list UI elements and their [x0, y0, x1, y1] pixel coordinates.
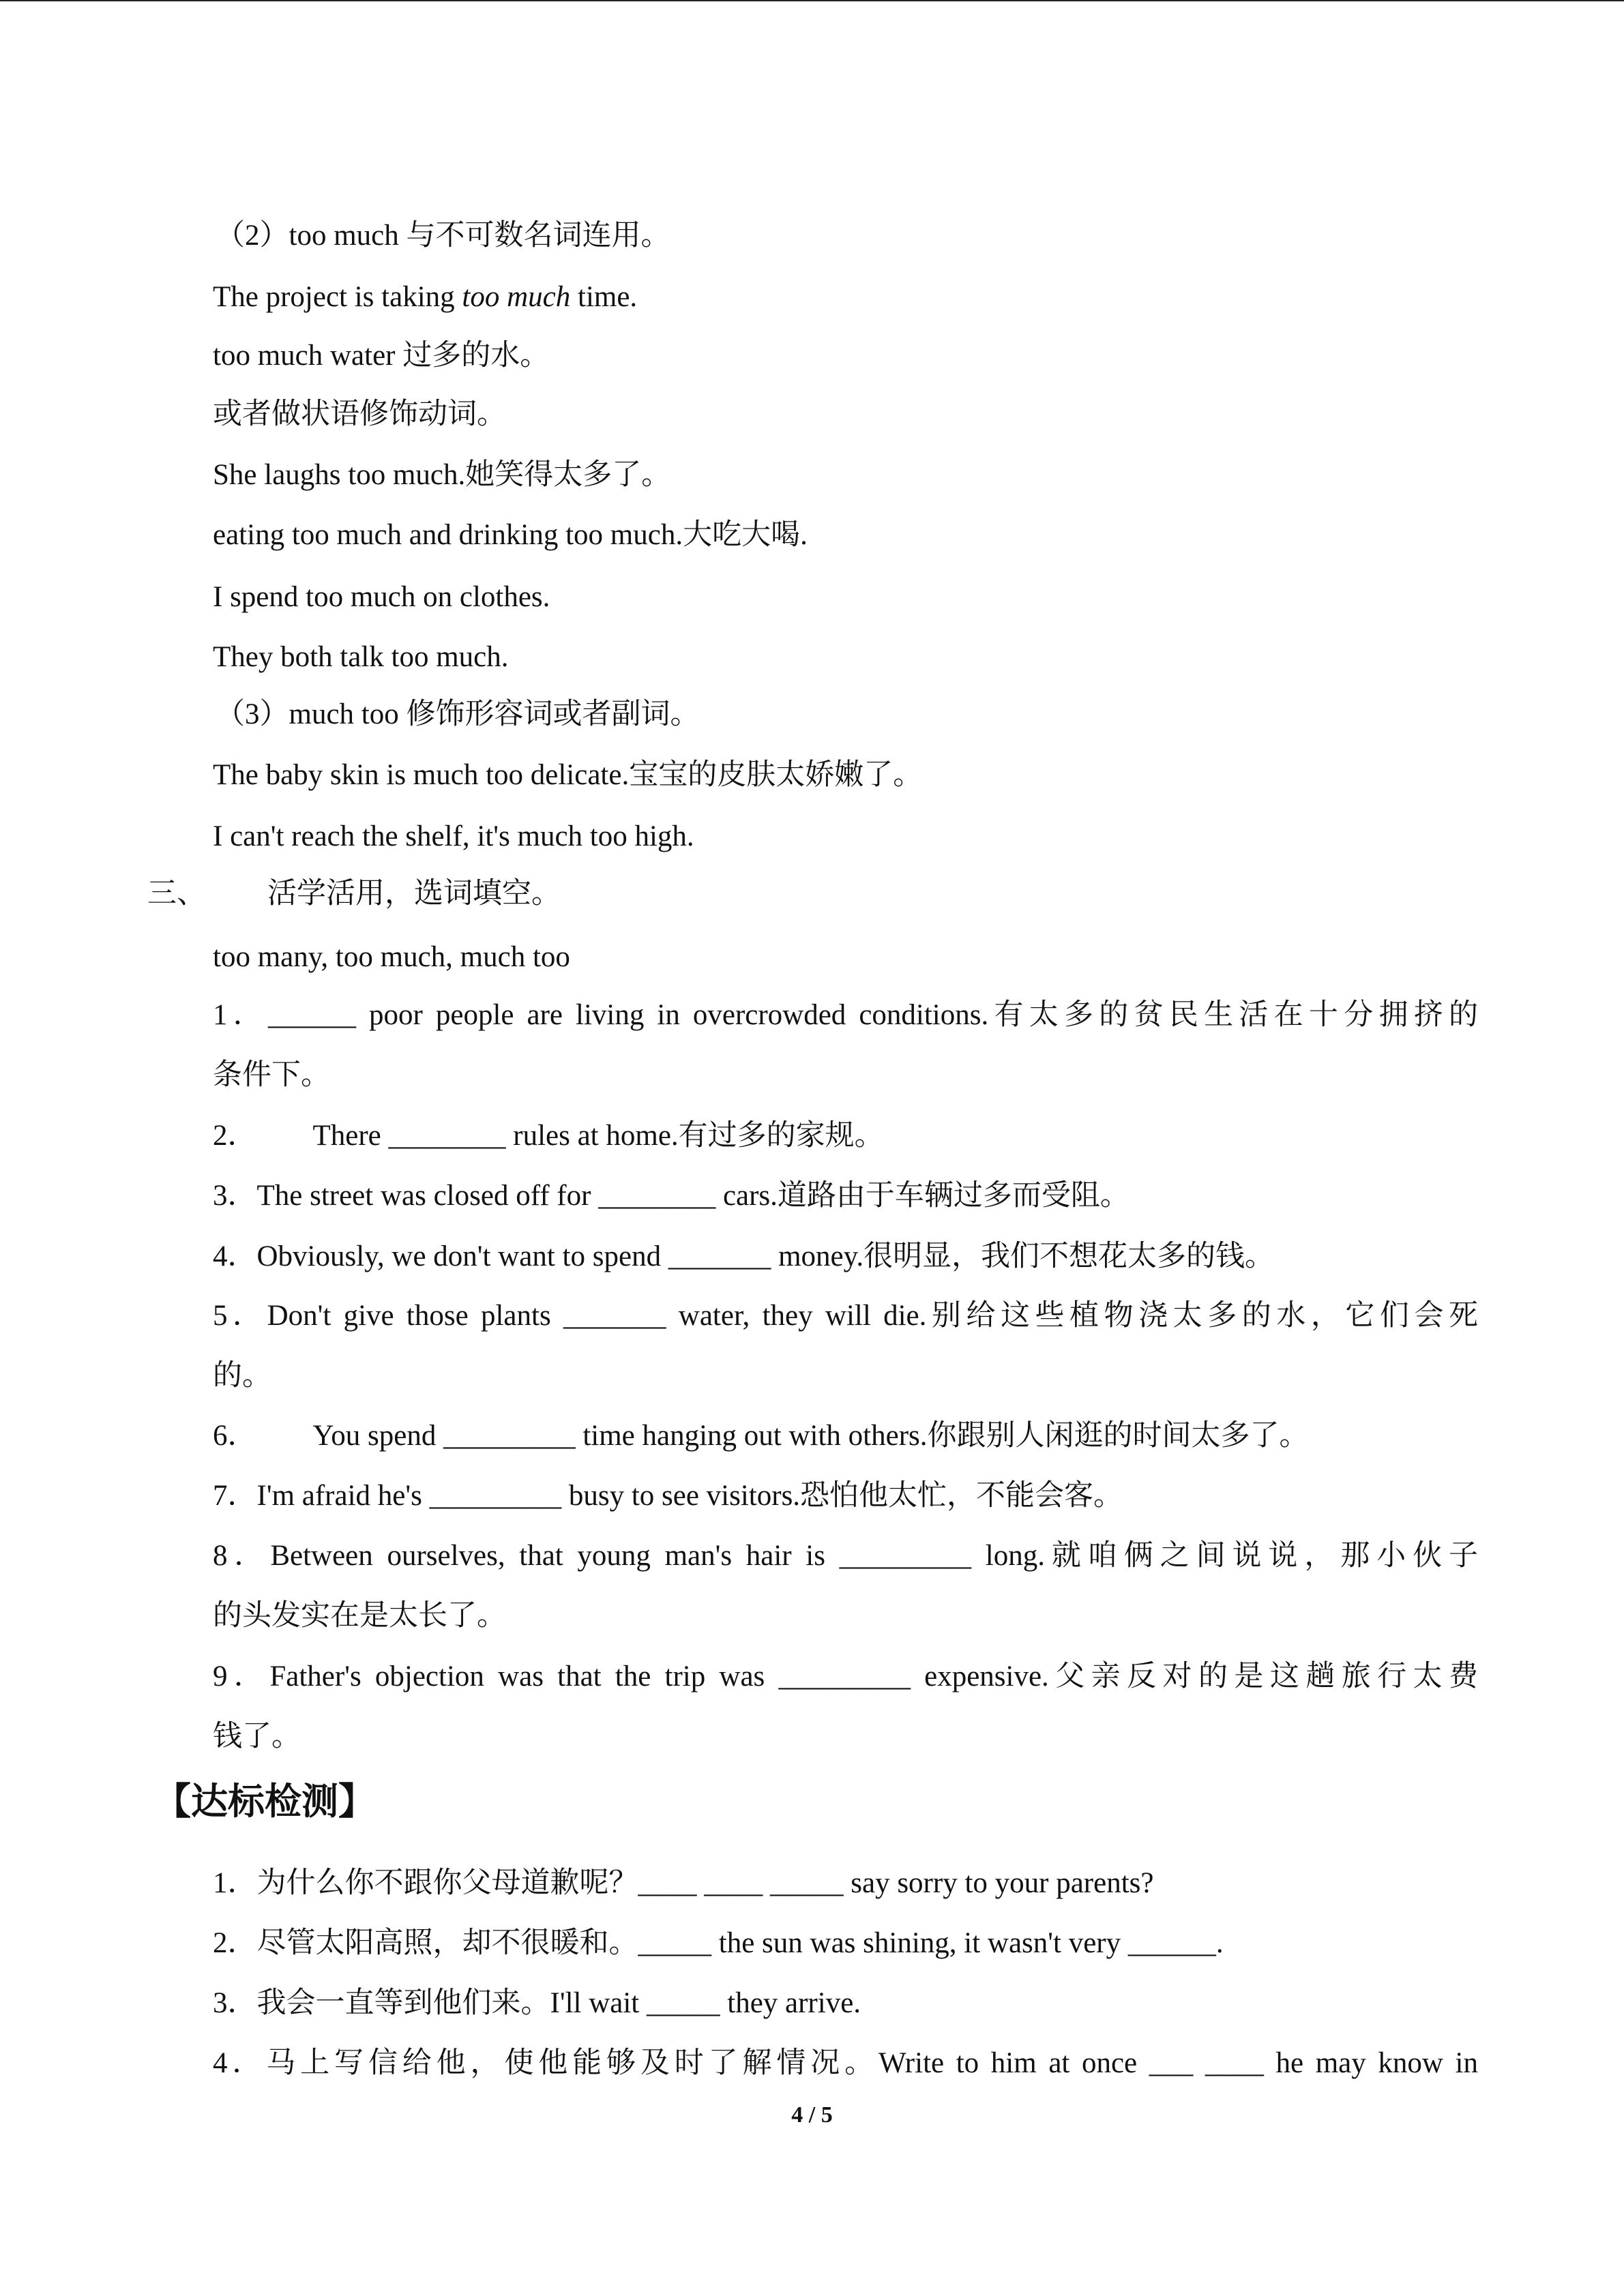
exercise-item-7: 7．I'm afraid he's _________ busy to see visitors.恐怕他太忙，不能会客。: [213, 1480, 1123, 1512]
exercise-item-8: 8．Between ourselves, that young man's hair is _________ long.就咱俩之间说说，那小伙子: [213, 1540, 1478, 1572]
example-1-before: The project is taking: [213, 281, 462, 313]
exercise-item-9-continued: 钱了。: [213, 1720, 301, 1753]
grammar-example-5: I spend too much on clothes.: [213, 581, 550, 613]
test-item-2: 2．尽管太阳高照，却不很暖和。_____ the sun was shining, it wasn't very ______.: [213, 1927, 1224, 1959]
grammar-note: 或者做状语修饰动词。: [213, 398, 506, 430]
exercise-item-2: [213, 1117, 884, 1155]
grammar-example-3: She laughs too much.她笑得太多了。: [213, 459, 671, 491]
grammar-example-4: eating too much and drinking too much.大吃大喝.: [213, 519, 808, 551]
grammar-point-2-title: （2）too much 与不可数名词连用。: [216, 220, 670, 252]
section-3-number: 三、: [147, 878, 206, 910]
grammar-example-6: They both talk too much.: [213, 641, 509, 673]
exercise-item-2-number: 2．: [213, 1120, 257, 1152]
exercise-item-5: 5．Don't give those plants _______ water, they will die.别给这些植物浇太多的水，它们会死: [213, 1300, 1478, 1332]
test-item-3: 3．我会一直等到他们来。I'll wait _____ they arrive.: [213, 1987, 861, 2019]
exercise-item-3: 3．The street was closed off for ________ cars.道路由于车辆过多而受阻。: [213, 1180, 1130, 1212]
example-1-after: time.: [570, 281, 638, 313]
section-3-title: 活学活用，选词填空。: [267, 878, 561, 910]
exercise-item-6: [213, 1417, 1309, 1455]
exercise-item-6-number: 6．: [213, 1420, 257, 1452]
grammar-example-2: too much water 过多的水。: [213, 340, 550, 372]
exercise-item-6-text: You spend _________ time hanging out with others.你跟别人闲逛的时间太多了。: [312, 1420, 1309, 1452]
page-number: 4 / 5: [791, 2102, 833, 2128]
exercise-item-1: 1．______ poor people are living in overcrowded conditions.有太多的贫民生活在十分拥挤的: [213, 999, 1478, 1031]
grammar-example-1: [213, 278, 637, 316]
grammar-example-7: The baby skin is much too delicate.宝宝的皮肤太娇嫩了。: [213, 759, 923, 791]
example-1-italic: too much: [462, 281, 571, 313]
exercise-item-4: 4．Obviously, we don't want to spend _______ money.很明显，我们不想花太多的钱。: [213, 1240, 1275, 1272]
section-3-heading: [147, 875, 561, 913]
exercise-item-5-continued: 的。: [213, 1360, 271, 1392]
word-options: too many, too much, much too: [213, 941, 570, 973]
test-item-4: 4．马上写信给他，使他能够及时了解情况。Write to him at once ___ ____ he may know in: [213, 2047, 1478, 2079]
test-section-heading: 【达标检测】: [154, 1780, 375, 1823]
grammar-point-3-title: （3）much too 修饰形容词或者副词。: [216, 698, 700, 730]
top-border: [0, 0, 1624, 1]
grammar-example-8: I can't reach the shelf, it's much too high.: [213, 820, 694, 852]
exercise-item-9: 9．Father's objection was that the trip was _________ expensive.父亲反对的是这趟旅行太费: [213, 1660, 1478, 1693]
exercise-item-8-continued: 的头发实在是太长了。: [213, 1600, 506, 1632]
exercise-item-1-continued: 条件下。: [213, 1059, 330, 1091]
test-item-1: 1．为什么你不跟你父母道歉呢？____ ____ _____ say sorry to your parents?: [213, 1867, 1154, 1899]
exercise-item-2-text: There ________ rules at home.有过多的家规。: [312, 1120, 884, 1152]
